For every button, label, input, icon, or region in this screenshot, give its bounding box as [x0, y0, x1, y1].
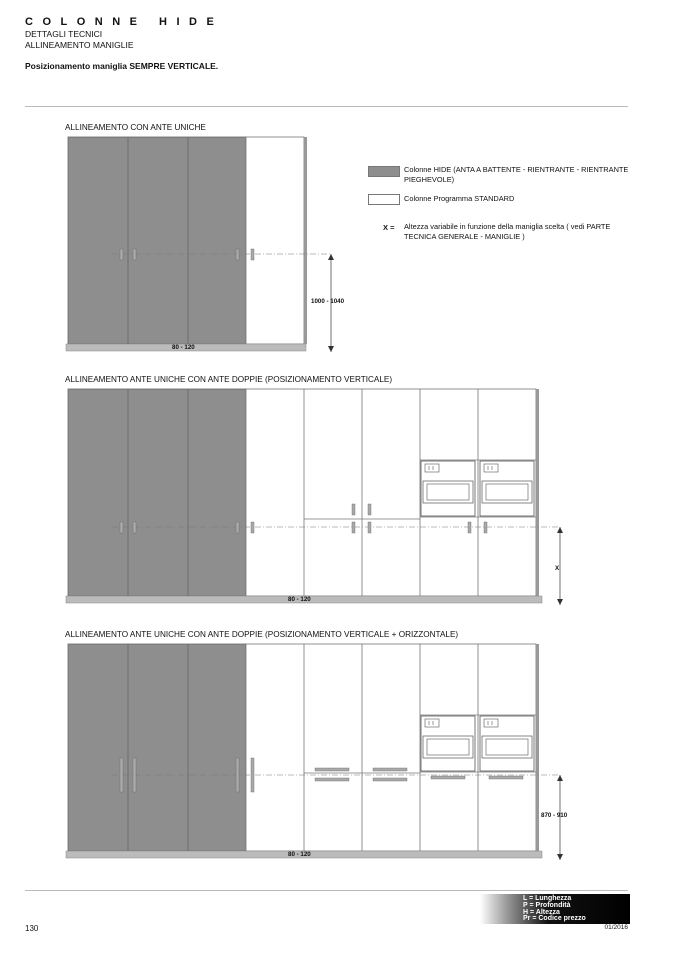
legend-x-text: Altezza variabile in funzione della maniglia scelta ( vedi PARTE TECNICA GENERALE - MANIGLIE ) — [404, 222, 611, 241]
page-number: 130 — [25, 924, 39, 933]
drawing-section-1 — [66, 137, 334, 352]
standard-columns-2 — [246, 389, 536, 596]
hide-column-block-2 — [68, 389, 246, 596]
standard-column-1 — [246, 137, 304, 344]
hide-column-block-3 — [68, 644, 246, 851]
legend-standard-text: Colonne Programma STANDARD — [404, 194, 515, 203]
section-2-title: ALLINEAMENTO ANTE UNICHE CON ANTE DOPPIE (POSIZIONAMENTO VERTICALE) — [65, 375, 393, 384]
section-3-title: ALLINEAMENTO ANTE UNICHE CON ANTE DOPPIE (POSIZIONAMENTO VERTICALE + ORIZZONTALE) — [65, 630, 459, 639]
abbr-length: L = Lunghezza — [523, 895, 572, 902]
abbr-height: H = Altezza — [523, 908, 560, 916]
subtitle-technical: DETTAGLI TECNICI — [25, 29, 103, 39]
legend-x-key: X = — [383, 223, 395, 232]
section-1-title: ALLINEAMENTO CON ANTE UNICHE — [65, 123, 206, 132]
height-label-1: 1000 - 1040 — [311, 298, 345, 305]
footer-divider — [25, 890, 628, 891]
height-label-2: X — [555, 565, 560, 572]
drawing-section-3 — [66, 644, 563, 860]
edition-date: 01/2016 — [604, 924, 628, 931]
abbr-price-code: Pr = Codice prezzo — [523, 915, 586, 923]
height-label-3: 870 - 910 — [541, 812, 568, 819]
standard-columns-3 — [246, 644, 536, 851]
drawing-section-2 — [66, 389, 563, 605]
width-label-2: 80 - 120 — [288, 596, 311, 603]
subtitle-alignment: ALLINEAMENTO MANIGLIE — [25, 40, 134, 50]
legend-hide-text: Colonne HIDE (ANTA A BATTENTE - RIENTRANTE - RIENTRANTE PIEGHEVOLE) — [404, 165, 629, 184]
abbr-depth: P = Profondità — [523, 901, 571, 909]
handle-notice: Posizionamento maniglia SEMPRE VERTICALE. — [25, 61, 219, 71]
abbreviations-list — [523, 896, 586, 923]
brand-title: COLONNE HIDE — [25, 16, 224, 28]
width-label-3: 80 - 120 — [288, 851, 311, 858]
hide-column-block-1 — [68, 137, 246, 344]
width-label-1: 80 - 120 — [172, 344, 195, 351]
